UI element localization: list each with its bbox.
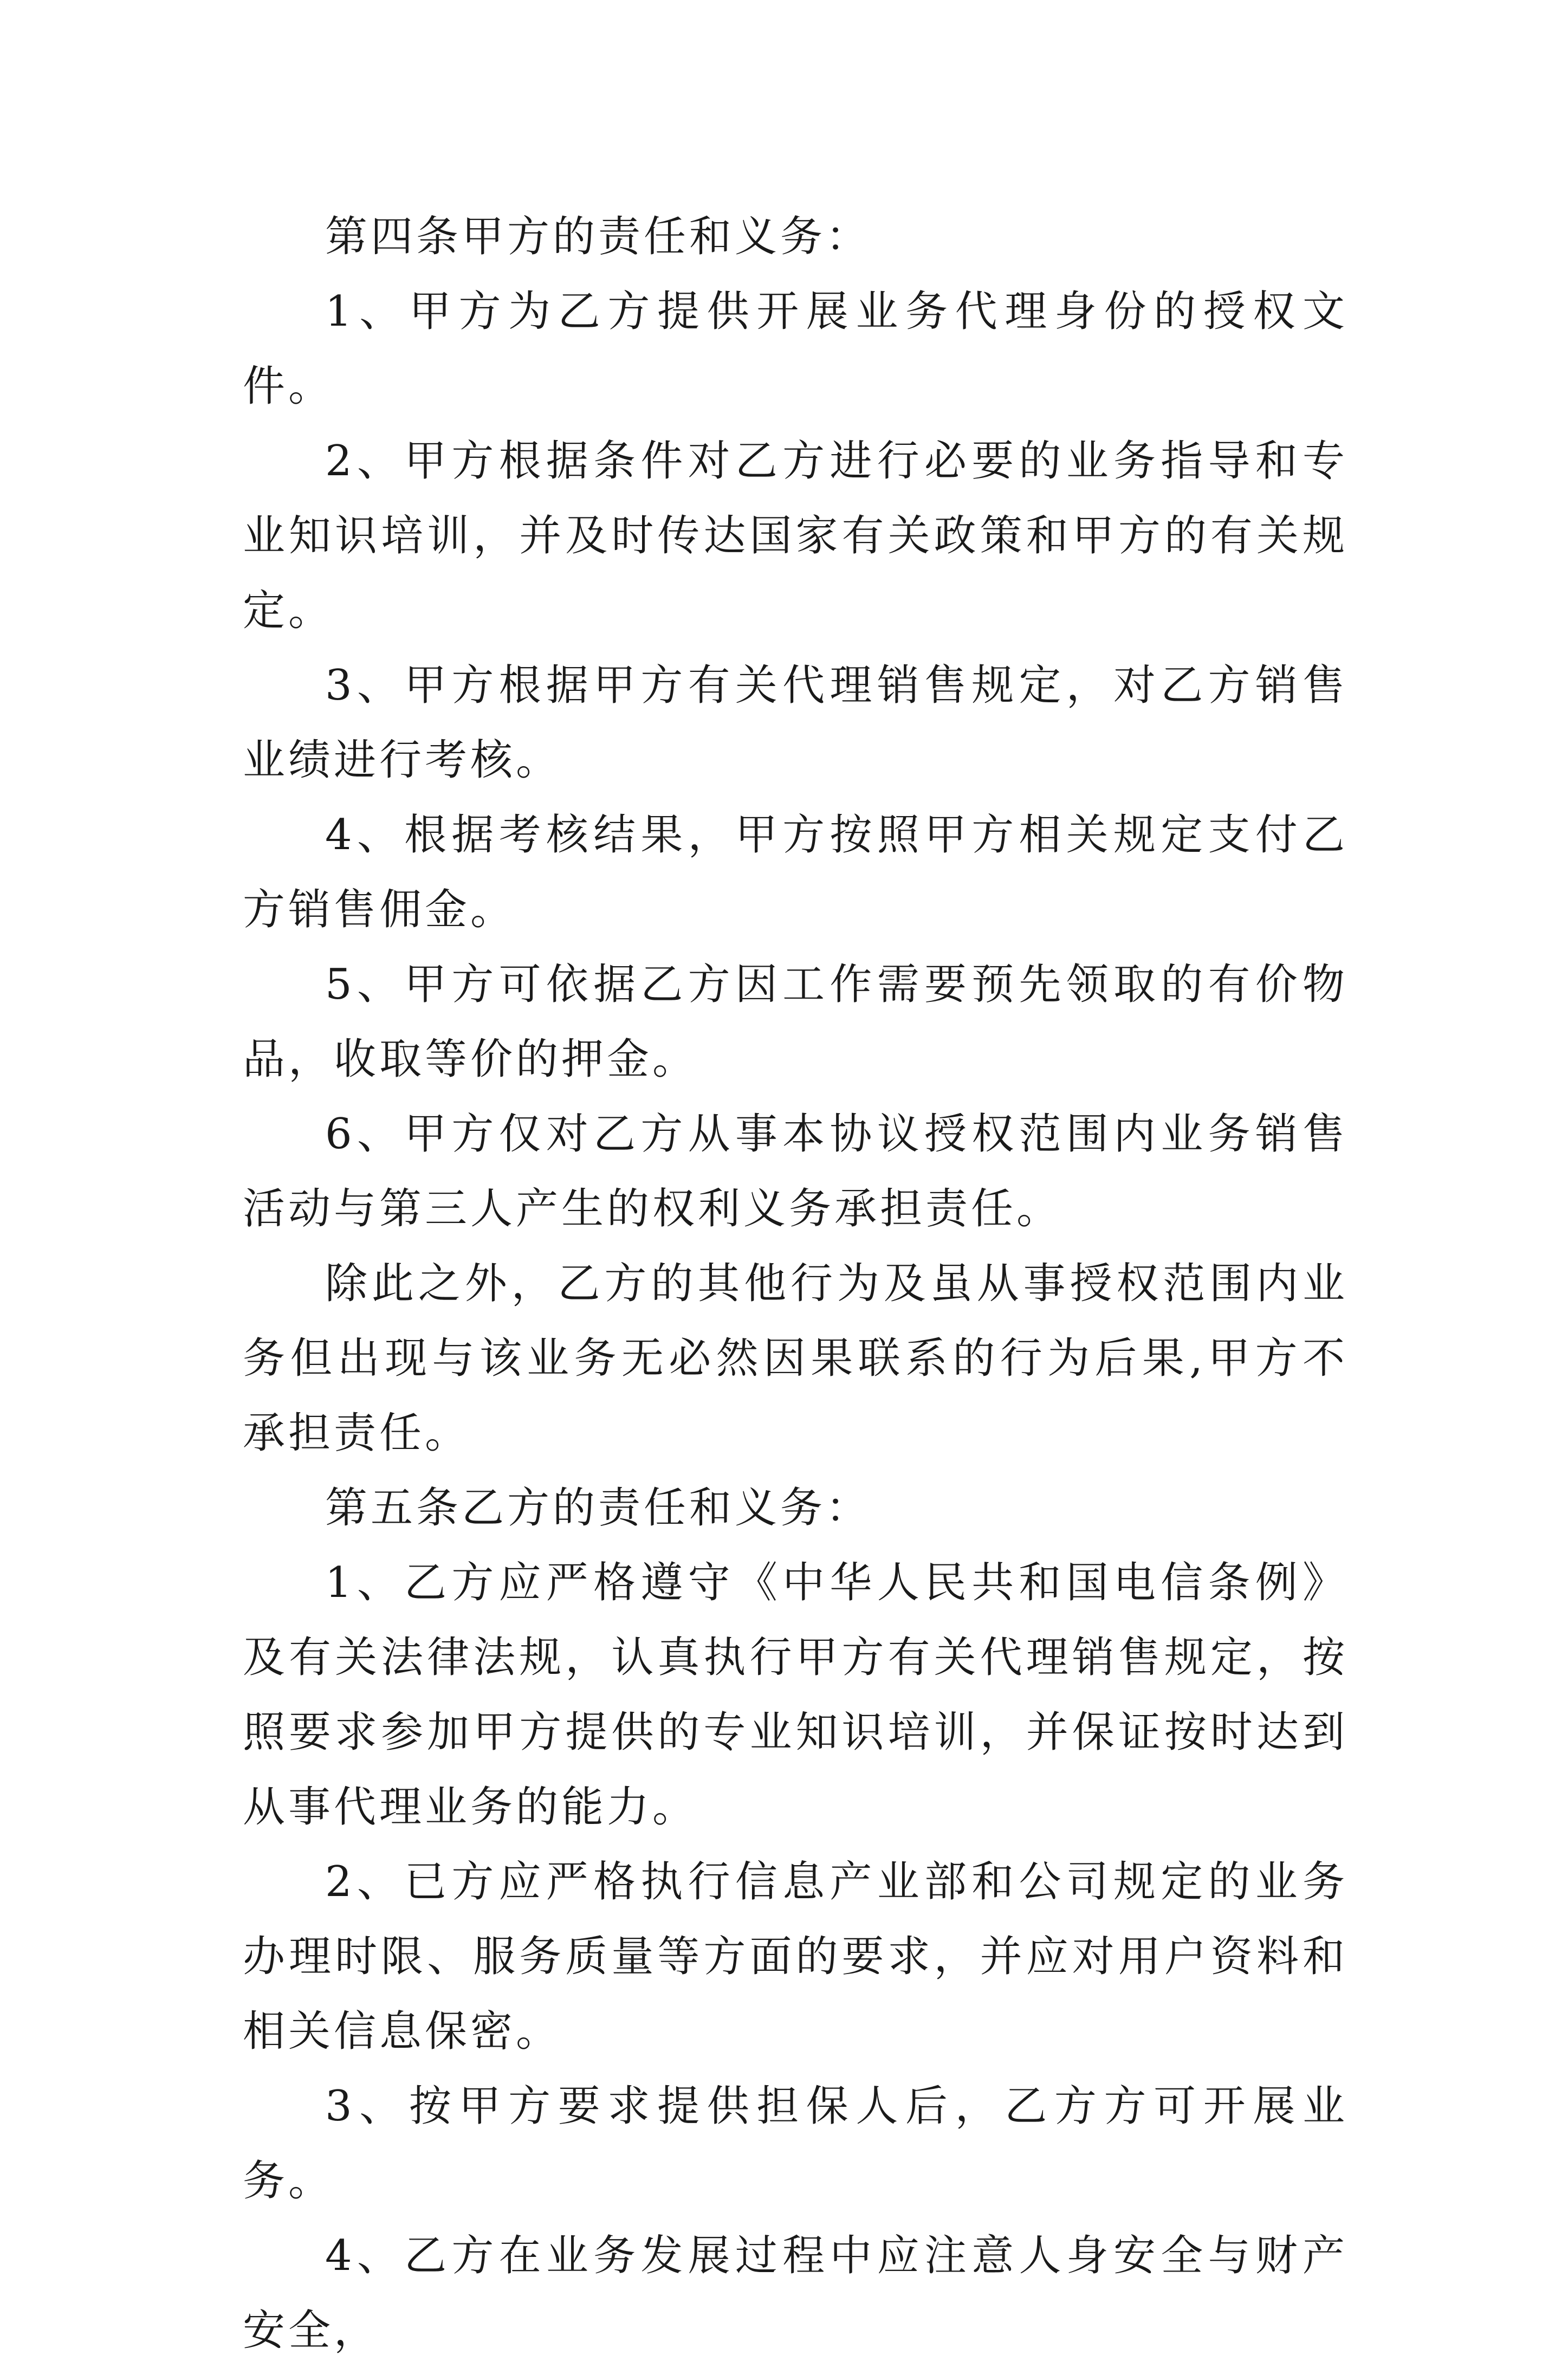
- article-4-clause-1: 1、甲方为乙方提供开展业务代理身份的授权文件。: [243, 287, 1348, 411]
- article-4-heading: 第四条甲方的责任和义务：: [325, 212, 872, 261]
- article-4-clause-2: 2、甲方根据条件对乙方进行必要的业务指导和专业知识培训，并及时传达国家有关政策和甲方的有关规定。: [243, 437, 1348, 635]
- article-5-clause-4: 4、乙方在业务发展过程中应注意人身安全与财产安全，: [243, 2231, 1348, 2355]
- article-4-clause-6: 6、甲方仅对乙方从事本协议授权范围内业务销售活动与第三人产生的权利义务承担责任。: [243, 1110, 1348, 1233]
- article-4-clause-5: 5、甲方可依据乙方因工作需要预先领取的有价物品，收取等价的押金。: [243, 960, 1348, 1084]
- article-5-clause-3: 3、按甲方要求提供担保人后，乙方方可开展业务。: [243, 2082, 1348, 2205]
- article-4-exception: 除此之外，乙方的其他行为及虽从事授权范围内业务但出现与该业务无必然因果联系的行为后果,甲方不承担责任。: [243, 1259, 1348, 1458]
- article-4-clause-3: 3、甲方根据甲方有关代理销售规定，对乙方销售业绩进行考核。: [243, 661, 1348, 785]
- document-page: [243, 199, 1348, 2368]
- article-5-clause-2: 2、已方应严格执行信息产业部和公司规定的业务办理时限、服务质量等方面的要求，并应对用户资料和相关信息保密。: [243, 1858, 1348, 2056]
- article-5-clause-1: 1、乙方应严格遵守《中华人民共和国电信条例》及有关法律法规，认真执行甲方有关代理销售规定，按照要求参加甲方提供的专业知识培训，并保证按时达到从事代理业务的能力。: [243, 1558, 1348, 1832]
- article-5-heading: 第五条乙方的责任和义务：: [325, 1484, 872, 1532]
- article-4-clause-4: 4、根据考核结果，甲方按照甲方相关规定支付乙方销售佣金。: [243, 811, 1348, 934]
